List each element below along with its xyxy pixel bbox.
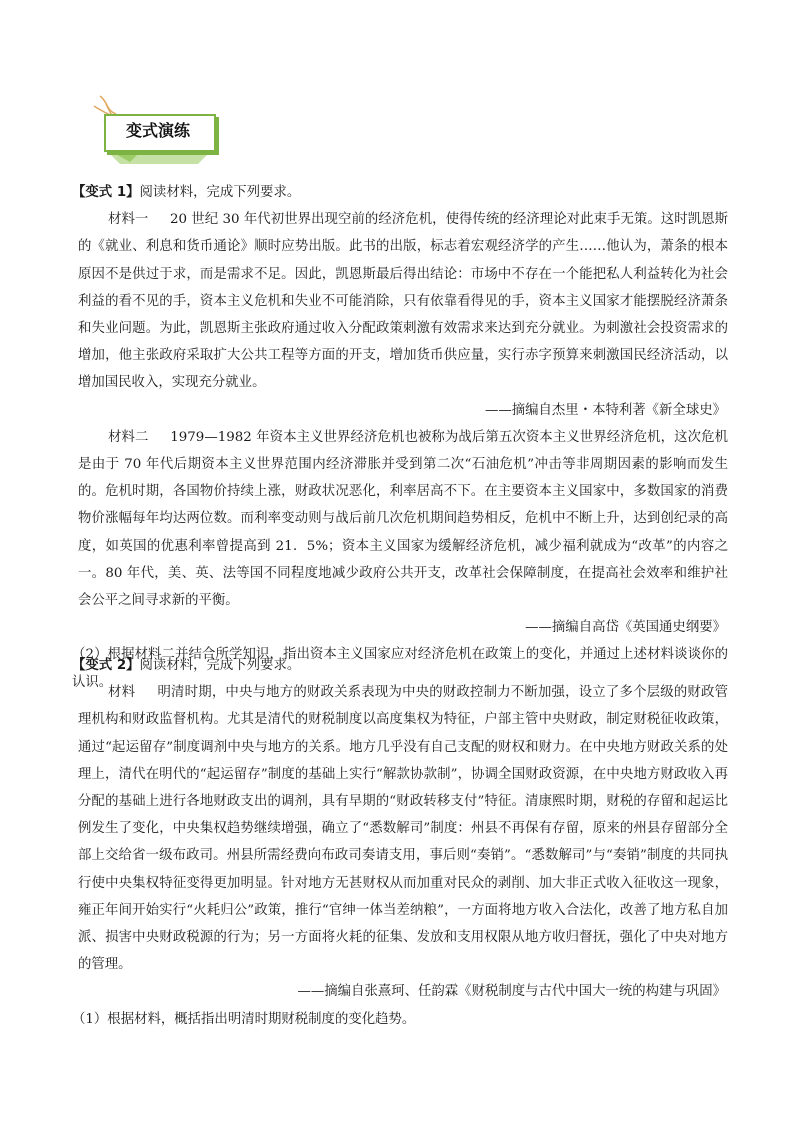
section-banner	[90, 92, 230, 172]
material-3-text: 明清时期，中央与地方的财政关系表现为中央的财政控制力不断加强，设立了多个层级的财政管理机构和财政监督机构。尤其是清代的财税制度以高度集权为特征，户部主管中央财政，制定财税征收政策，通过“起运留存”制度调剂中央与地方的关系。地方几乎没有自己支配的财权和财力。在中央地方财政关系的处理上，清代在明代的“起运留存”制度的基础上实行“解款协款制”，协调全国财政资源，在中央地方财政收入再分配的基础上进行各地财政支出的调剂，具有早期的“财政转移支付”特征。清康熙时期，财税的存留和起运比例发生了变化，中央集权趋势继续增强，确立了“悉数解司”制度：州县不再保有存留，原来的州县存留部分全部上交给省一级布政司。州县所需经费向布政司奏请支用，事后则“奏销”。“悉数解司”与“奏销”制度的共同执行使中央集权特征变得更加明显。针对地方无甚财权从而加重对民众的剥削、加大非正式收入征收这一现象，雍正年间开始实行“火耗归公”政策，推行“官绅一体当差纳粮”，一方面将地方收入合法化，改善了地方私自加派、损害中央财政税源的行为；另一方面将火耗的征集、发放和支用权限从地方收归督抚，强化了中央对地方的管理。	[78, 685, 728, 973]
question-2-header	[72, 652, 728, 679]
material-2-source: ——摘编自高岱《英国通史纲要》	[525, 620, 726, 636]
material-2-label: 材料二	[108, 429, 149, 445]
material-1-source: ——摘编自杰里・本特利著《新全球史》	[484, 402, 726, 418]
question-1-header	[72, 179, 728, 206]
material-1-label: 材料一	[108, 212, 149, 228]
question-1-subquestion: （2）根据材料二并结合所学知识，指出资本主义国家应对经济危机在政策上的变化，并通过上述材料谈谈你的认识。	[72, 647, 728, 690]
material-1	[78, 206, 728, 396]
question-2-subquestion: （1）根据材料，概括指出明清时期财税制度的变化趋势。	[72, 1011, 416, 1027]
material-3	[78, 679, 728, 978]
material-3-label: 材料	[108, 685, 136, 701]
banner-title: 变式演练	[125, 121, 190, 140]
material-2	[78, 424, 728, 614]
question-1-tag: 【变式 1】	[72, 185, 140, 200]
question-2-prompt: 阅读材料，完成下列要求。	[139, 658, 301, 673]
question-1-prompt: 阅读材料，完成下列要求。	[139, 185, 301, 200]
material-3-source: ——摘编自张熹珂、任韵霖《财税制度与古代中国大一统的构建与巩固》	[297, 984, 726, 1000]
question-2-tag: 【变式 2】	[72, 658, 140, 673]
material-2-text: 1979—1982 年资本主义世界经济危机也被称为战后第五次资本主义世界经济危机，这次危机是由于 70 年代后期资本主义世界范围内经济滞胀并受到第二次“石油危机”冲击等非周期因素的影响而发生的。危机时期，各国物价持续上涨，财政状况恶化，利率居高不下。在主要资本主义国家中，多数国家的消费物价涨幅每年均达两位数。而利率变动则与战后前几次危机期间趋势相反，危机中不断上升，达到创纪录的高度，如英国的优惠利率曾提高到 21．5%；资本主义国家为缓解经济危机，减少福利就成为“改革”的内容之一。80 年代，美、英、法等国不同程度地减少政府公共开支，改革社会保障制度，在提高社会效率和维护社会公平之间寻求新的平衡。	[78, 429, 729, 609]
question-1	[72, 179, 729, 696]
material-1-text: 20 世纪 30 年代初世界出现空前的经济危机，使得传统的经济理论对此束手无策。这时凯恩斯的《就业、利息和货币通论》顺时应势出版。此书的出版，标志着宏观经济学的产生……他认为，萧条的根本原因不是供过于求，而是需求不足。因此，凯恩斯最后得出结论：市场中不存在一个能把私人利益转化为社会利益的看不见的手，资本主义危机和失业不可能消除，只有依靠看得见的手，资本主义国家才能摆脱经济萧条和失业问题。为此，凯恩斯主张政府通过收入分配政策刺激有效需求来达到充分就业。为刺激社会投资需求的增加，他主张政府采取扩大公共工程等方面的开支，增加货币供应量，实行赤字预算来刺激国民经济活动，以增加国民收入，实现充分就业。	[78, 212, 728, 391]
question-2	[72, 652, 728, 1033]
